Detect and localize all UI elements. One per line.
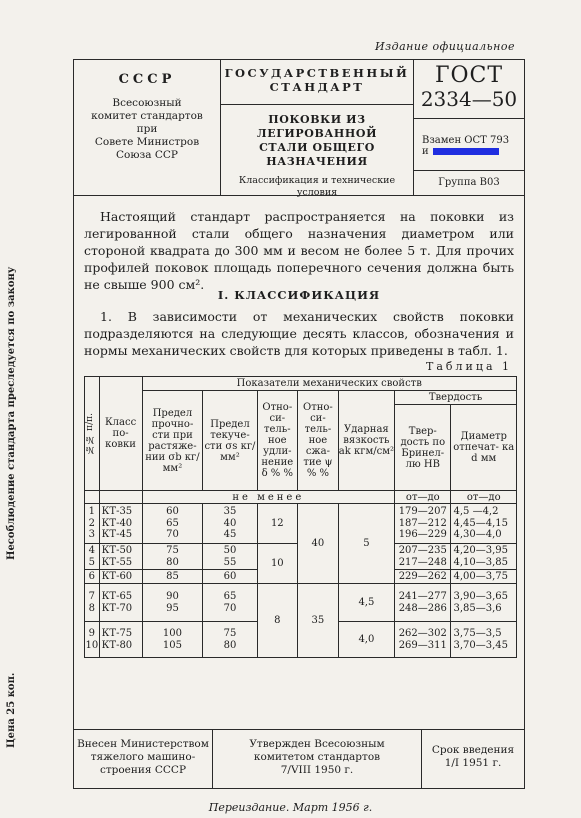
col-impact-header: Ударная вязкость ak кгм/см² (338, 391, 394, 491)
col-yield-header: Предел текуче- сти σs кг/мм² (203, 391, 257, 491)
from-to-diameter: от—до (451, 491, 517, 504)
table-row: 1 2 3 (85, 504, 100, 544)
header-divider (221, 104, 413, 105)
table-row: 6 (85, 570, 100, 584)
col-brinell-header: Твер- дость по Бринел- лю HB (395, 405, 451, 491)
gost-block (414, 60, 524, 195)
col-class-header: Класс по- ковки (99, 377, 142, 491)
hardness-group-header: Твердость (395, 391, 517, 405)
state-standard-title: ГОСУДАРСТВЕННЫЙ СТАНДАРТ (224, 66, 410, 94)
col-diameter-header: Диаметр отпечат- ка d мм (451, 405, 517, 491)
introduced-by: Внесен Министерством тяжелого машино- строения СССР (74, 730, 213, 788)
gost-label: ГОСТ (434, 63, 504, 88)
standard-subject: ПОКОВКИ ИЗ ЛЕГИРОВАННОЙ СТАЛИ ОБЩЕГО НАЗНАЧЕНИЯ (256, 113, 378, 168)
standard-subtitle: Классификация и технические условия (238, 175, 396, 198)
table-row: 4 5 (85, 544, 100, 570)
from-to-brinell: от—до (395, 491, 451, 504)
intro-paragraph: Настоящий стандарт распространяется на поковки из легированной стали общего назначения диаметром или стороной квадрата до 300 мм и весом не более 5 т. Для прочих профилей поковок площадь поперечного сечения должна быть не свыше 900 см². (84, 209, 514, 292)
approved-by: Утвержден Всесоюзным комитетом стандартов 7/VIII 1950 г. (213, 730, 422, 788)
gost-divider (414, 118, 524, 119)
col-contraction-header: Отно- си- тель- ное сжа- тие ψ % % (298, 391, 339, 491)
reprint-note: Переиздание. Март 1956 г. (208, 801, 373, 814)
ussr-title: СССР (118, 72, 176, 87)
col-number-header: №№ п/п. (85, 377, 100, 491)
section-title: I. КЛАССИФИКАЦИЯ (217, 288, 381, 302)
replaces-text-2: и (414, 146, 524, 158)
redaction-mark (433, 148, 499, 155)
table-row: 9 10 (85, 622, 100, 658)
col-elongation-header: Отно- си- тель- ное удли- нение δ % % (257, 391, 298, 491)
committee-text: Всесоюзный комитет стандартов при Совете Министров Союза ССР (91, 97, 203, 161)
mech-props-group-header: Показатели механических свойств (142, 377, 517, 391)
title-block (221, 60, 414, 198)
standard-header (74, 60, 524, 196)
col-strength-header: Предел прочно- сти при растяже- нии σb кг/мм² (142, 391, 203, 491)
not-less-row: не менее (142, 491, 395, 504)
table-row: 7 8 (85, 584, 100, 622)
effective-date: Срок введения 1/I 1951 г. (431, 744, 515, 769)
standard-page (73, 59, 525, 789)
standard-footer (74, 729, 524, 788)
gost-number: 2334—50 (420, 87, 518, 111)
mechanical-properties-table: №№ п/п. Класс по- ковки Показатели механических свойств Предел прочно- сти при растяже- нии σb кг/мм² Предел текуче- сти σs кг/мм² Отно- си- тель- ное удли- нение δ % % Отно- си- тель- ное сжа- тие ψ % % Ударная вязкость ak кгм/см² Твердость Твер- дость по Бринел- лю HB Диаметр отпечат- ка d мм не менее от—до от—до 1 2 3 КТ-35 КТ-40 КТ-45 60 65 70 35 40 45 12 40 5 179—207 187—212 196—229 4,5 —4,2 4,45—4,15 4,30—4,0 4 5 КТ-50 КТ-55 75 80 50 55 10 207—235 217—248 4,20—3,95 4,10—3,85 6 КТ-60 85 60 229—262 4,00—3,75 7 8 КТ-65 КТ-70 90 95 65 70 8 35 4,5 241—277 248—286 3,90—3,65 3,85—3,6 9 10 КТ-75 КТ-80 100 105 75 80 4,0 262—302 269—311 3,75—3,5 3,70—3,45 (84, 376, 517, 658)
price-side-text: Цена 25 коп. (6, 672, 17, 748)
official-edition-note: Издание официальное (375, 40, 515, 53)
group-code: Группа В03 (414, 170, 524, 195)
classification-paragraph: 1. В зависимости от механических свойств поковки подразделяются на следующие десять классов, обозначения и нормы механических свойств для которых приведены в табл. 1. (84, 309, 514, 358)
replaces-text: Взамен ОСТ 793 (422, 135, 510, 146)
issuer-block (74, 60, 221, 195)
legal-warning-side-text: Несоблюдение стандарта преследуется по закону (6, 266, 17, 560)
table-label: Таблица 1 (426, 360, 512, 373)
